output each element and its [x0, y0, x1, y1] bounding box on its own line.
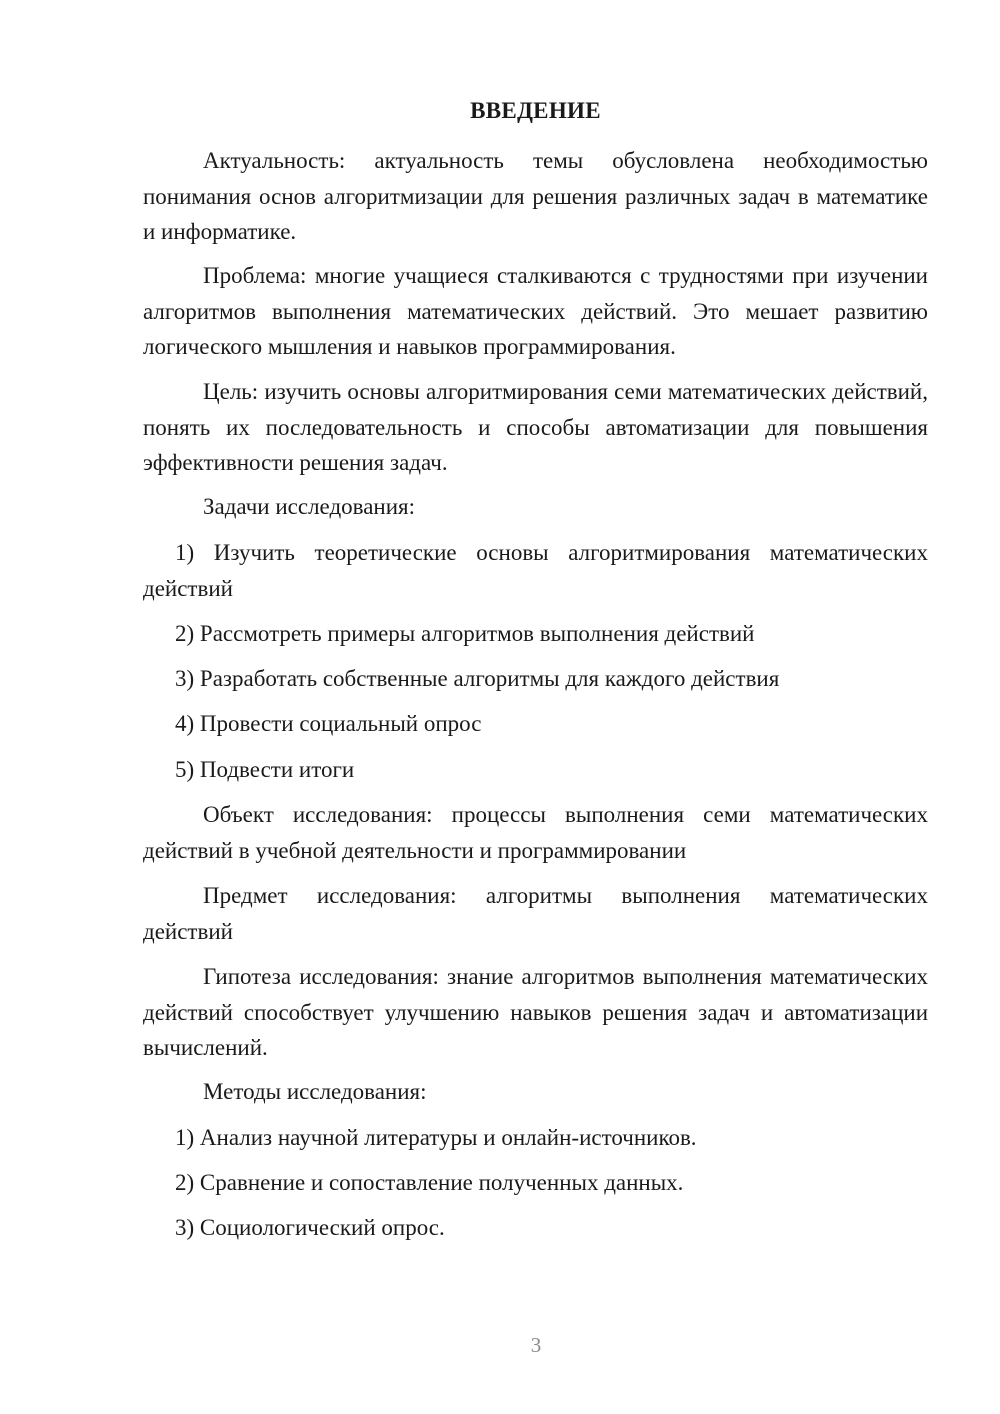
problem-paragraph: Проблема: многие учащиеся сталкиваются с трудностями при изучении алгоритмов выполнения математических действий. Это мешает развитию логического мышления и навыков программирования.	[143, 263, 928, 359]
hypothesis-paragraph: Гипотеза исследования: знание алгоритмов выполнения математических действий способствует улучшению навыков решения задач и автоматизации вычислений.	[143, 964, 928, 1060]
page-heading: ВВЕДЕНИЕ	[470, 98, 601, 123]
method-item-2: 2) Сравнение и сопоставление полученных данных.	[175, 1170, 684, 1195]
method-item-1: 1) Анализ научной литературы и онлайн-источников.	[175, 1125, 697, 1150]
page-number: 3	[530, 1333, 542, 1357]
goal-paragraph: Цель: изучить основы алгоритмирования семи математических действий, понять их последовательность и способы автоматизации для повышения эффективности решения задач.	[143, 379, 928, 475]
tasks-title: Задачи исследования:	[203, 494, 416, 519]
task-item-3: 3) Разработать собственные алгоритмы для каждого действия	[175, 666, 780, 691]
methods-title: Методы исследования:	[203, 1079, 427, 1104]
task-item-5: 5) Подвести итоги	[175, 757, 355, 782]
relevance-paragraph: Актуальность: актуальность темы обусловлена необходимостью понимания основ алгоритмизации для решения различных задач в математике и информатике.	[143, 148, 928, 244]
subject-paragraph: Предмет исследования: алгоритмы выполнения математических действий	[143, 883, 928, 944]
task-item-4: 4) Провести социальный опрос	[175, 711, 482, 736]
object-paragraph: Объект исследования: процессы выполнения семи математических действий в учебной деятельности и программировании	[143, 802, 928, 863]
method-item-3: 3) Социологический опрос.	[175, 1215, 445, 1240]
task-item-2: 2) Рассмотреть примеры алгоритмов выполнения действий	[175, 621, 755, 646]
task-item-1: 1) Изучить теоретические основы алгоритмирования математических действий	[143, 540, 928, 601]
